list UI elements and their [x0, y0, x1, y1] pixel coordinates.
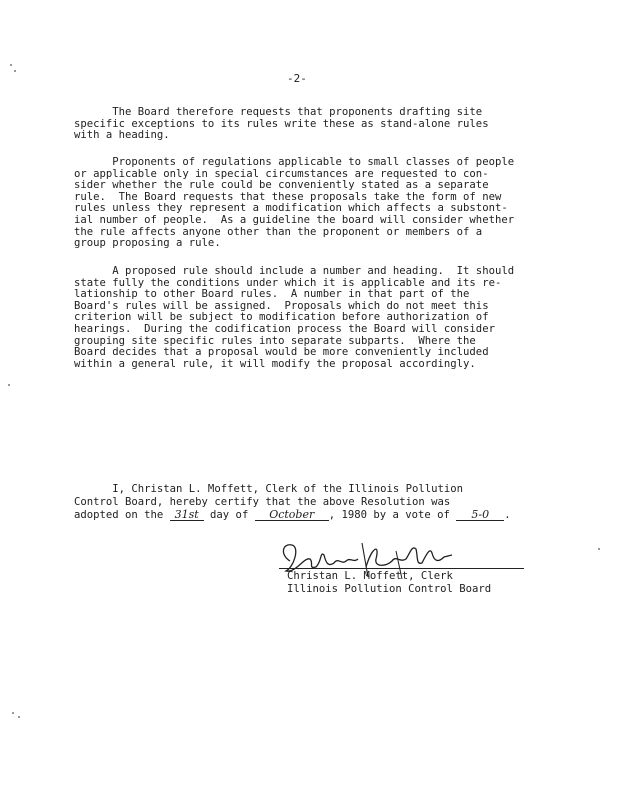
text-line: or applicable only in special circumstances are requested to con- [74, 167, 489, 180]
scan-speck [14, 70, 16, 72]
text-line: The Board therefore requests that proponents drafting site [74, 106, 483, 118]
period-text: . [504, 509, 511, 521]
text-line: group proposing a rule. [74, 237, 221, 250]
text-line: rules unless they represent a modification which affects a substont- [74, 202, 508, 215]
text-line: Proponents of regulations applicable to small classes of people [74, 156, 515, 168]
text-line: criterion will be subject to modification before authorization of [74, 311, 489, 324]
text-line: Board's rules will be assigned. Proposals which do not meet this [74, 299, 489, 312]
certification-block [74, 483, 574, 522]
text-line: A proposed rule should include a number and heading. It should [74, 265, 515, 277]
handwritten-vote: 5-0 [456, 509, 504, 521]
text-line: grouping site specific rules into separate subparts. Where the [74, 334, 476, 347]
text-line: the rule affects anyone other than the proponent or members of a [74, 225, 483, 238]
day-of-text: day of [203, 509, 255, 521]
signature-block [287, 570, 491, 596]
scan-speck [12, 712, 14, 714]
text-line: within a general rule, it will modify the proposal accordingly. [74, 357, 476, 370]
handwritten-day: 31st [170, 509, 204, 521]
text-line: rule. The Board requests that these proposals take the form of new [74, 190, 502, 203]
text-line: specific exceptions to its rules write these as stand-alone rules [74, 117, 489, 130]
vote-text: , 1980 by a vote of [328, 509, 457, 521]
paragraph [74, 107, 579, 142]
signature-line [279, 568, 524, 569]
signer-title: Illinois Pollution Control Board [287, 583, 492, 595]
text-line: sider whether the rule could be conveniently stated as a separate [74, 179, 489, 192]
text-line: with a heading. [74, 129, 170, 142]
scan-speck [598, 548, 600, 550]
page-number: -2- [287, 72, 307, 85]
text-line: lationship to other Board rules. A number in that part of the [74, 288, 470, 301]
scan-speck [8, 384, 10, 386]
text-line: hearings. During the codification process the Board will consider [74, 322, 495, 335]
paragraph [74, 157, 579, 250]
adopted-on-text: adopted on the [74, 509, 170, 521]
text-line: ial number of people. As a guideline the board will consider whether [74, 213, 515, 226]
certification-line-2: Control Board, hereby certify that the above Resolution was [74, 496, 451, 508]
text-line: Board decides that a proposal would be more conveniently included [74, 346, 489, 359]
certification-line-3 [74, 509, 574, 522]
scan-speck [10, 64, 12, 66]
scan-speck [18, 716, 20, 718]
text-line: state fully the conditions under which it is applicable and its re- [74, 276, 502, 289]
handwritten-month: October [255, 509, 329, 521]
signer-name: Christan L. Moffett, Clerk [287, 570, 453, 582]
certification-line-1: I, Christan L. Moffett, Clerk of the Illinois Pollution [74, 483, 464, 495]
paragraph [74, 266, 579, 370]
